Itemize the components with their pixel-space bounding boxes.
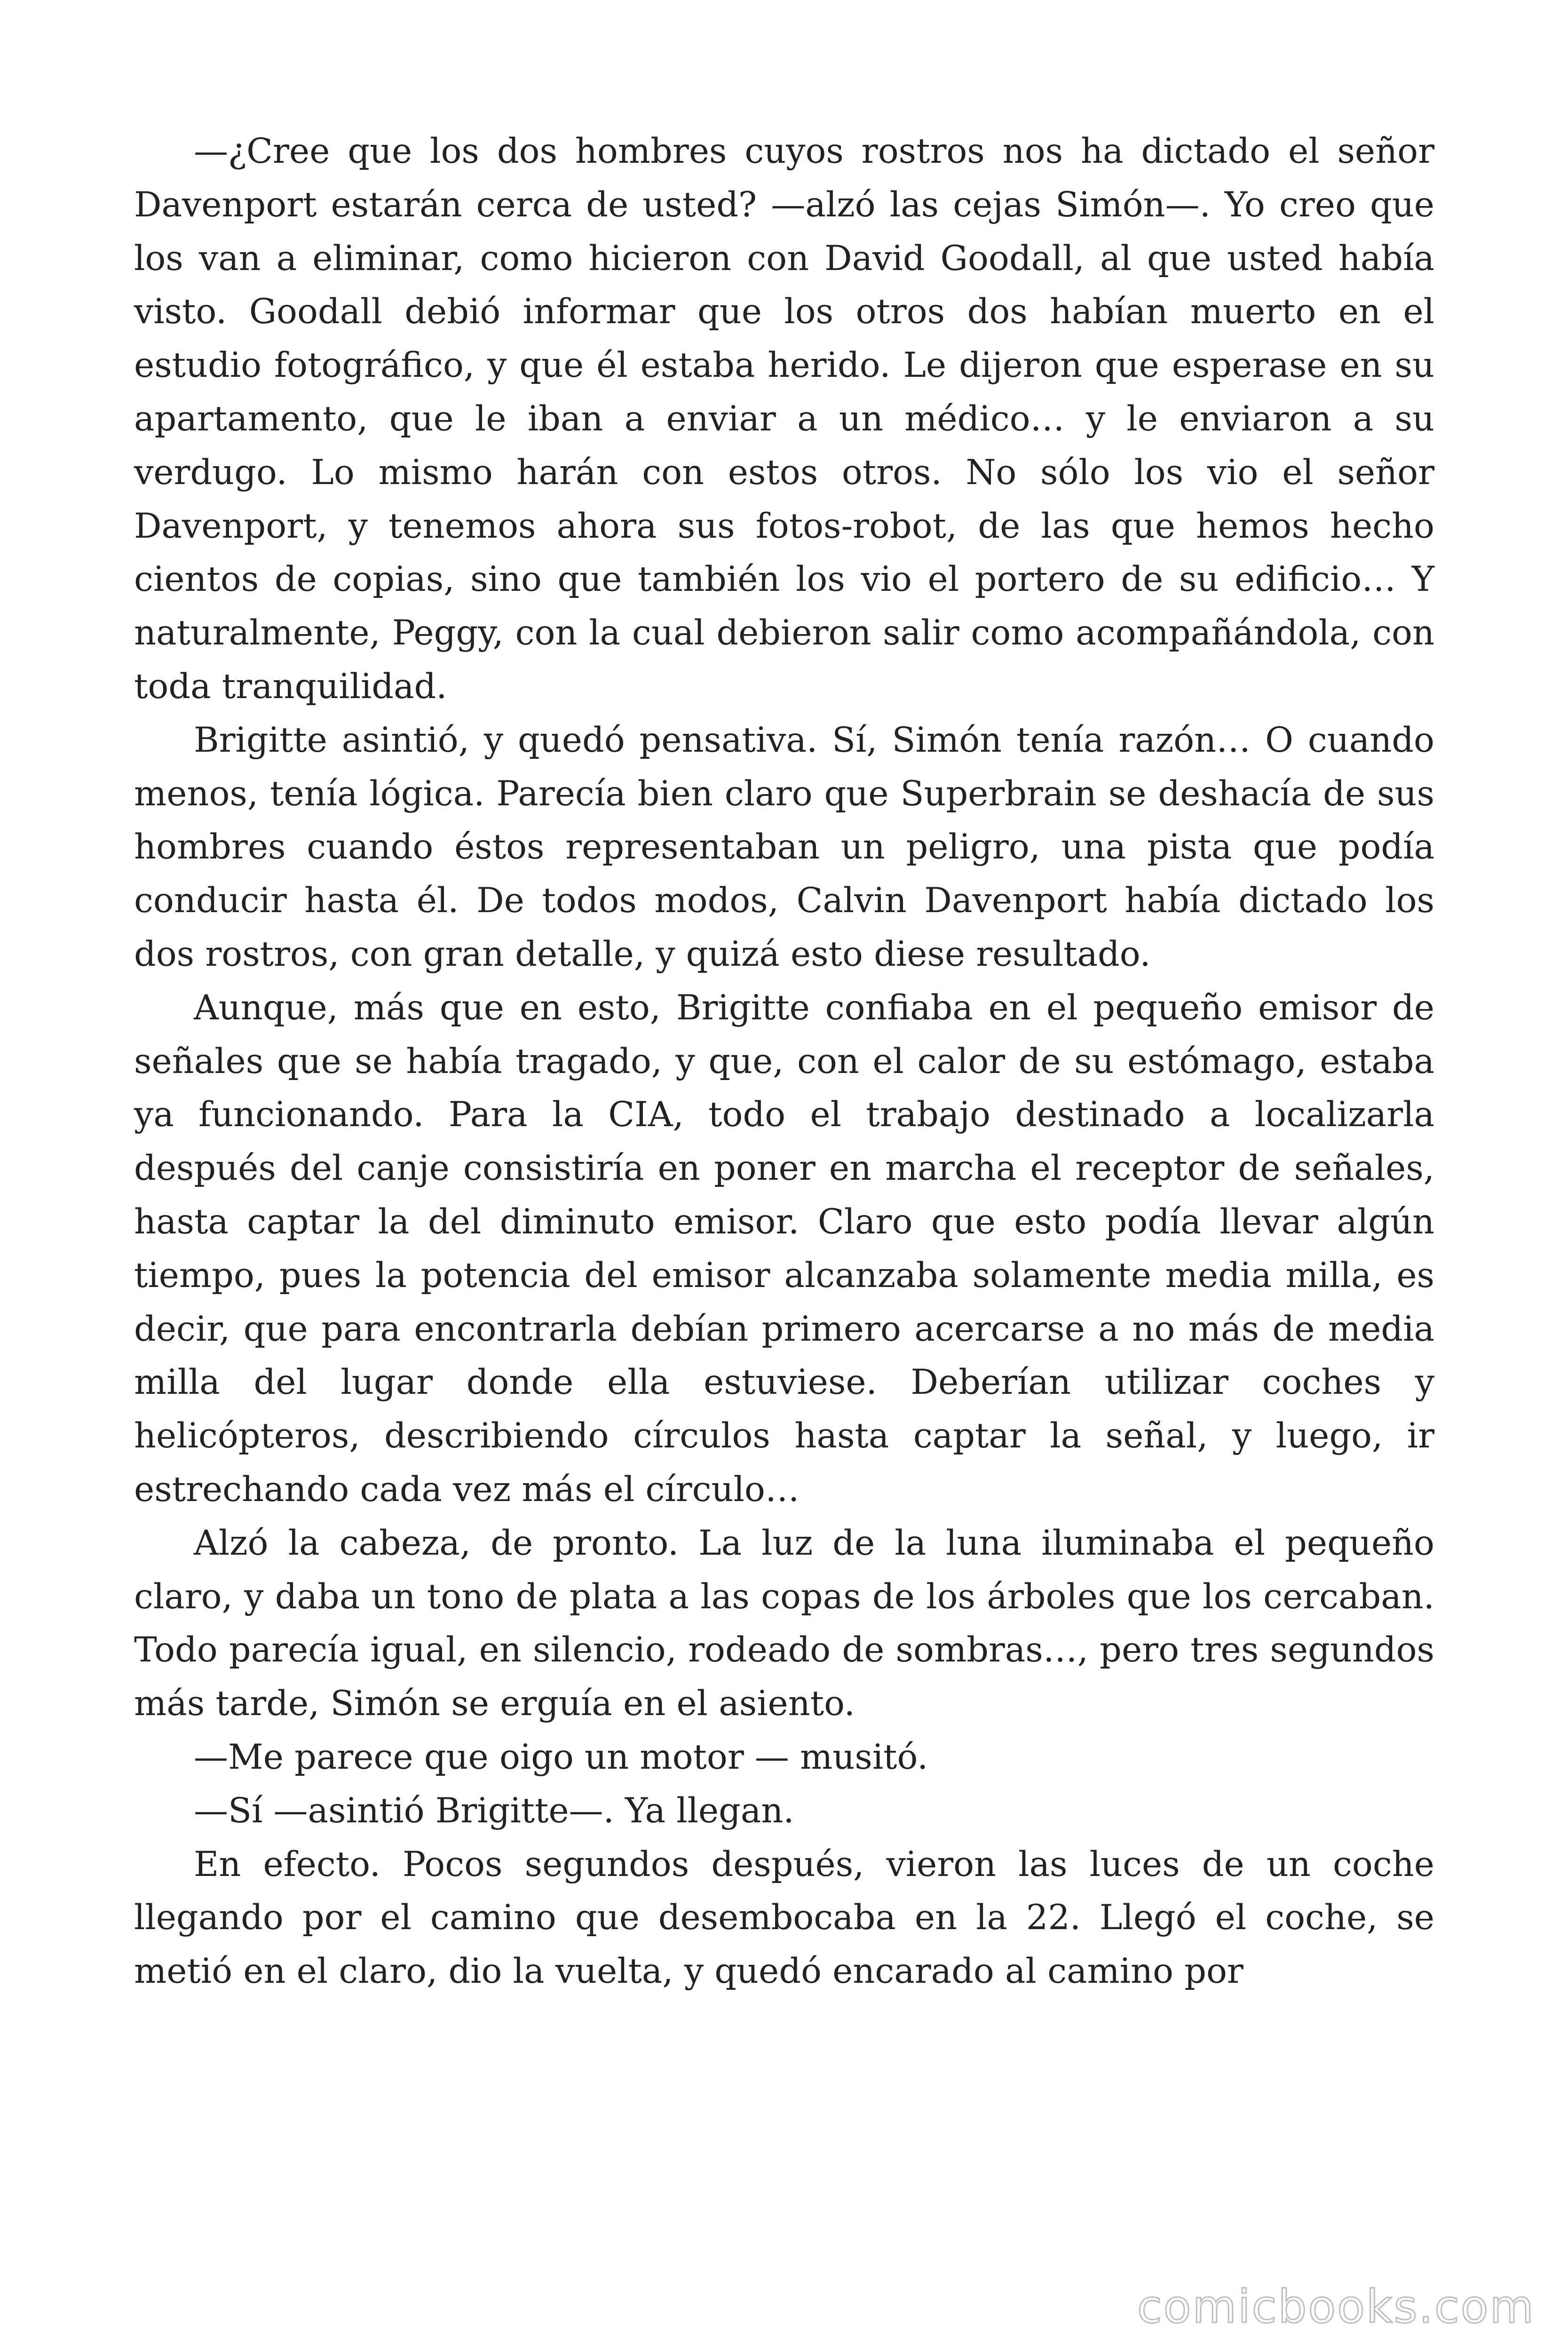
paragraph: Alzó la cabeza, de pronto. La luz de la luna iluminaba el pequeño claro, y daba un tono de plata a las copas de los árboles que los cercaban. Todo parecía igual, en silencio, rodeado de sombras…, pero tres segundos más tarde, Simón se erguía en el asiento. [134, 1523, 1434, 1724]
paragraph: —¿Cree que los dos hombres cuyos rostros nos ha dictado el señor Davenport estarán cerca de usted? —alzó las cejas Simón—. Yo creo que los van a eliminar, como hicieron con David Goodall, al que usted había visto. Goodall debió informar que los otros dos habían muerto en el estudio fotográfico, y que él estaba herido. Le dijeron que esperase en su apartamento, que le iban a enviar a un médico… y le enviaron a su verdugo. Lo mismo harán con estos otros. No sólo los vio el señor Davenport, y tenemos ahora sus fotos-robot, de las que hemos hecho cientos de copias, sino que también los vio el portero de su edificio… Y naturalmente, Peggy, con la cual debieron salir como acompañándola, con toda tranquilidad. [134, 131, 1434, 707]
paragraph: —Sí —asintió Brigitte—. Ya llegan. [194, 1790, 794, 1831]
paragraph: Aunque, más que en esto, Brigitte confiaba en el pequeño emisor de señales que se había tragado, y que, con el calor de su estómago, estaba ya funcionando. Para la CIA, todo el trabajo destinado a localizarla después del canje consistiría en poner en marcha el receptor de señales, hasta captar la del diminuto emisor. Claro que esto podía llevar algún tiempo, pues la potencia del emisor alcanzaba solamente media milla, es decir, que para encontrarla debían primero acercarse a no más de media milla del lugar donde ella estuviese. Deberían utilizar coches y helicópteros, describiendo círculos hasta captar la señal, y luego, ir estrechando cada vez más el círculo… [134, 987, 1434, 1510]
site-watermark: comicbooks.com [1137, 2280, 1535, 2333]
paragraph: —Me parece que oigo un motor — musitó. [194, 1737, 928, 1777]
paragraph: Brigitte asintió, y quedó pensativa. Sí, Simón tenía razón… O cuando menos, tenía lógica. Parecía bien claro que Superbrain se deshacía de sus hombres cuando éstos representaban un peligro, una pista que podía conducir hasta él. De todos modos, Calvin Davenport había dictado los dos rostros, con gran detalle, y quizá esto diese resultado. [134, 720, 1434, 974]
paragraph: En efecto. Pocos segundos después, vieron las luces de un coche llegando por el camino que desembocaba en la 22. Llegó el coche, se metió en el claro, dio la vuelta, y quedó encarado al camino por [134, 1844, 1434, 1992]
book-page-text [134, 125, 1434, 1998]
